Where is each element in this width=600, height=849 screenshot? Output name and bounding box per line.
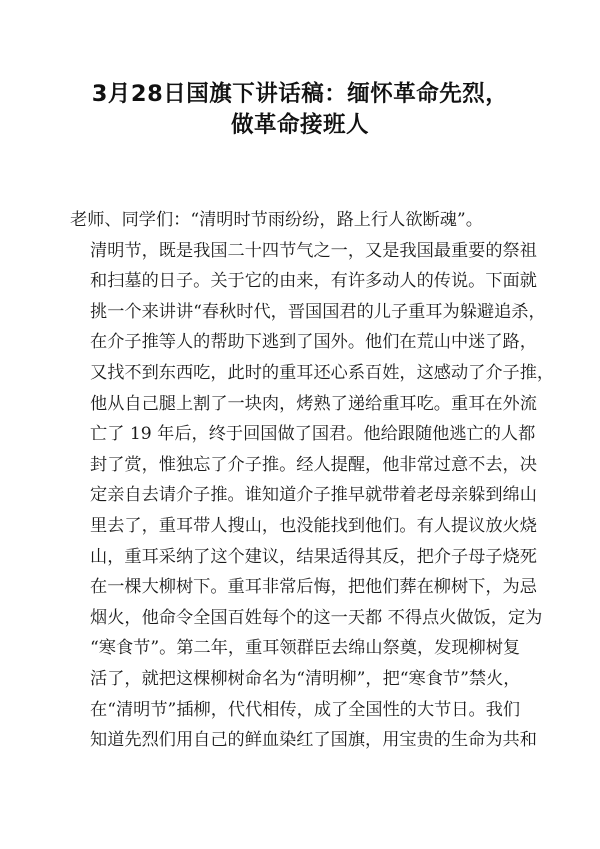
body-line: 烟火，他命令全国百姓每个的这一天都 不得点火做饭，定为 — [90, 607, 543, 628]
body-line: 活了，就把这棵柳树命名为“清明柳”，把“寒食节”禁火， — [90, 668, 521, 689]
body-line: 封了赏，惟独忘了介子推。经人提醒，他非常过意不去，决 — [90, 454, 537, 475]
body-line: 在介子推等人的帮助下逃到了国外。他们在荒山中迷了路， — [90, 332, 537, 353]
speech-body — [70, 205, 555, 756]
body-line: 老师、同学们：“清明时节雨纷纷，路上行人欲断魂”。 — [70, 210, 483, 230]
body-line: 清明节，既是我国二十四节气之一，又是我国最重要的祭祖 — [90, 240, 537, 261]
body-line: 定亲自去请介子推。谁知道介子推早就带着老母亲躲到绵山 — [90, 485, 537, 506]
body-line: 在一棵大柳树下。重耳非常后悔，把他们葬在柳树下，为忌 — [90, 577, 537, 598]
body-line: 在“清明节”插柳，代代相传，成了全国性的大节日。我们 — [90, 699, 521, 720]
body-line: 又找不到东西吃，此时的重耳还心系百姓，这感动了介子推， — [90, 362, 555, 383]
body-line: 里去了，重耳带人搜山，也没能找到他们。有人提议放火烧 — [90, 515, 537, 536]
body-line: 和扫墓的日子。关于它的由来，有许多动人的传说。下面就 — [90, 271, 537, 292]
title-line-1: 3月28日国旗下讲话稿：缅怀革命先烈， — [91, 81, 509, 107]
body-line: 亡了 19 年后，终于回国做了国君。他给跟随他逃亡的人都 — [90, 424, 536, 445]
body-line: “寒食节”。第二年，重耳领群臣去绵山祭奠，发现柳树复 — [90, 638, 521, 659]
body-line: 挑一个来讲讲“春秋时代，晋国国君的儿子重耳为躲避追杀， — [90, 301, 546, 322]
body-line: 山，重耳采纳了这个建议，结果适得其反，把介子母子烧死 — [90, 546, 537, 567]
body-line: 他从自己腿上割了一块肉，烤熟了递给重耳吃。重耳在外流 — [90, 393, 537, 414]
body-line: 知道先烈们用自己的鲜血染红了国旗，用宝贵的生命为共和 — [90, 730, 537, 751]
title-line-2: 做革命接班人 — [230, 112, 369, 138]
